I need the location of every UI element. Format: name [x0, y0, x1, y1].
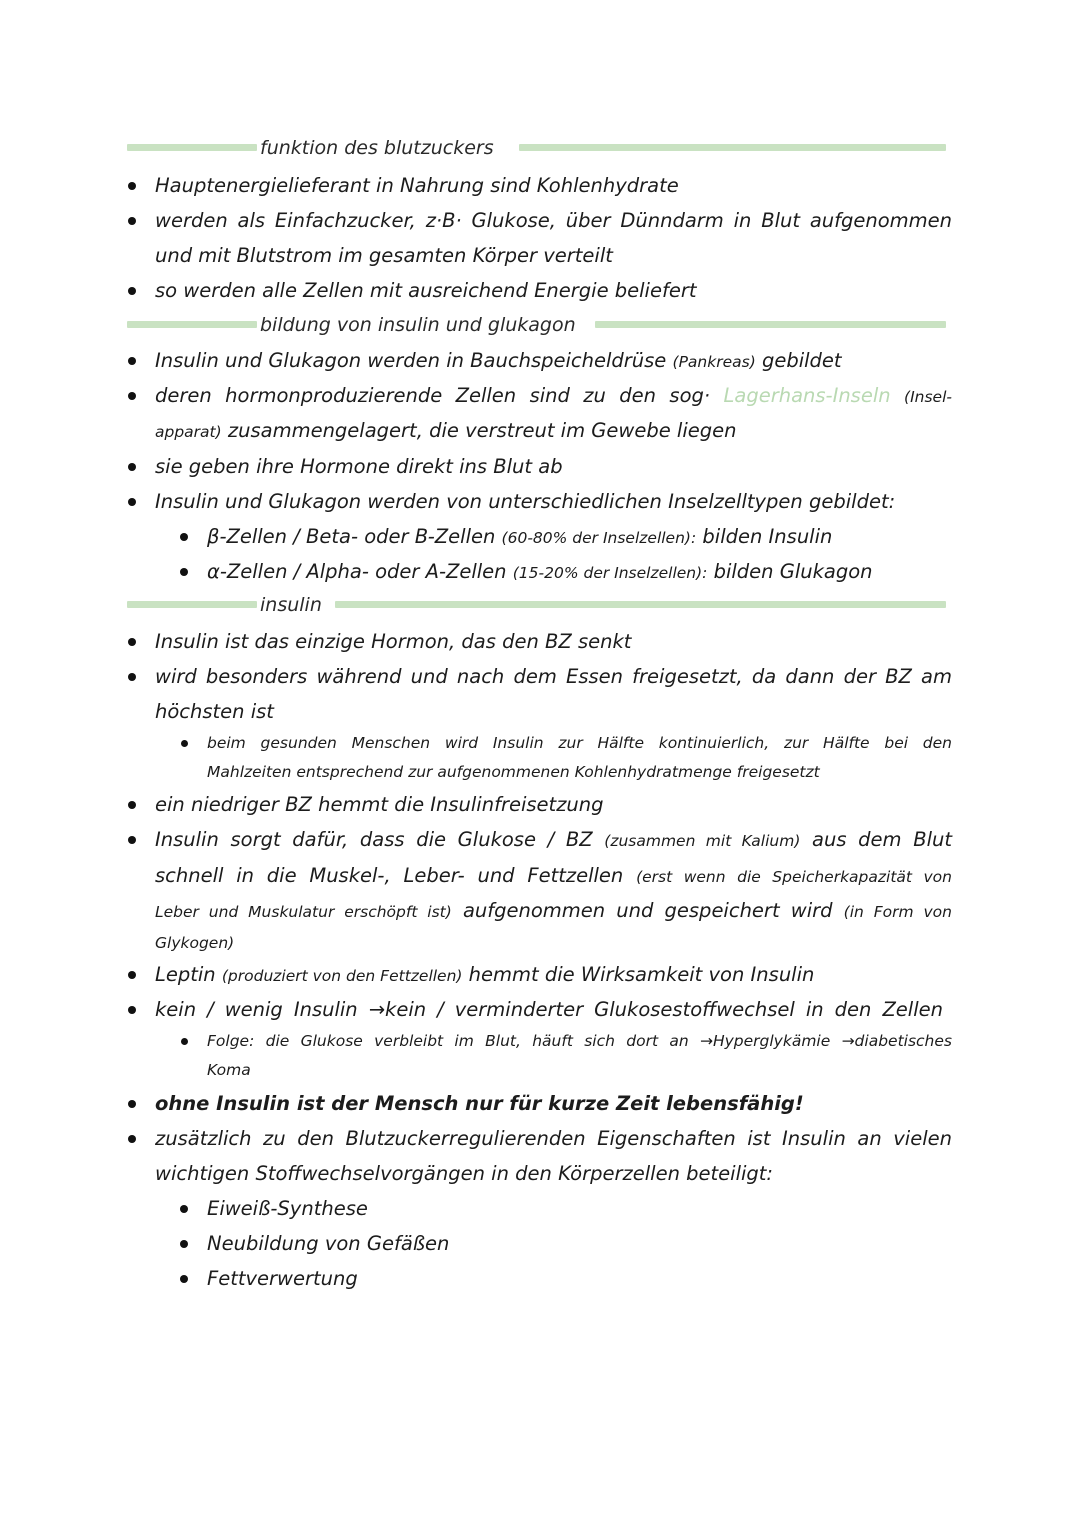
list-item-emphasis: ohne Insulin ist der Mensch nur für kurze Zeit lebensfähig!: [155, 1086, 804, 1121]
sub-list-item-continuation: Koma: [207, 1061, 251, 1079]
text-small: (in Form von: [843, 903, 952, 921]
list-item-continuation: und mit Blutstrom im gesamten Körper verteilt: [155, 244, 613, 267]
text: bilden Insulin: [702, 525, 833, 548]
text-small: (erst wenn die Speicherkapazität von: [636, 868, 952, 886]
section-header-funktion: [127, 136, 946, 160]
text-small: apparat): [155, 423, 222, 441]
text: hemmt die Wirksamkeit von Insulin: [468, 963, 815, 986]
sub-list-item-continuation: Mahlzeiten entsprechend zur aufgenommenen Kohlenhydratmenge freigesetzt: [207, 763, 820, 781]
text-small: (Pankreas): [672, 353, 756, 371]
text: schnell in die Muskel-, Leber- und Fettzellen: [155, 864, 624, 887]
header-bar-right: [519, 144, 946, 151]
text: Insulin sorgt dafür, dass die Glukose / BZ: [155, 828, 593, 851]
section-title: insulin: [260, 594, 322, 616]
list-item-continuation: höchsten ist: [155, 700, 274, 723]
sub-list-item: Fettverwertung: [207, 1261, 358, 1296]
text-small: Leber und Muskulatur erschöpft ist): [155, 903, 452, 921]
sub-list-item: Eiweiß-Synthese: [207, 1191, 368, 1226]
list-item: Insulin und Glukagon werden von unterschiedlichen Inselzelltypen gebildet:: [155, 484, 895, 519]
header-bar-right: [595, 321, 946, 328]
sub-list-item: [207, 519, 832, 556]
text: gebildet: [761, 349, 842, 372]
list-item: Hauptenergielieferant in Nahrung sind Kohlenhydrate: [155, 168, 679, 203]
section-title: bildung von insulin und glukagon: [260, 314, 576, 336]
list-item: sie geben ihre Hormone direkt ins Blut ab: [155, 449, 563, 484]
section-header-insulin: [127, 593, 946, 617]
text: Insulin und Glukagon werden in Bauchspeicheldrüse: [155, 349, 667, 372]
list-item: [155, 378, 952, 415]
list-item: kein / wenig Insulin →kein / verminderter Glukosestoffwechsel in den Zellen: [155, 992, 943, 1027]
list-item: Insulin ist das einzige Hormon, das den BZ senkt: [155, 624, 631, 659]
text: aufgenommen und gespeichert wird: [462, 899, 833, 922]
list-item-continuation: [155, 858, 952, 895]
text: deren hormonproduzierende Zellen sind zu den sog·: [155, 384, 711, 407]
text-small: (zusammen mit Kalium): [604, 832, 801, 850]
sub-list-item: Folge: die Glukose verbleibt im Blut, häuft sich dort an →Hyperglykämie →diabetisches: [207, 1026, 952, 1056]
list-item-continuation: wichtigen Stoffwechselvorgängen in den Körperzellen beteiligt:: [155, 1162, 774, 1185]
text-small: (15-20% der Inselzellen):: [512, 564, 708, 582]
sub-list-item: [207, 554, 873, 591]
text-small: (Insel-: [904, 388, 952, 406]
text-small: (60-80% der Inselzellen):: [501, 529, 697, 547]
list-item-continuation: [155, 924, 234, 961]
list-item: [155, 957, 814, 994]
text: bilden Glukagon: [713, 560, 873, 583]
list-item-continuation: [155, 893, 952, 930]
list-item: zusätzlich zu den Blutzuckerregulierenden Eigenschaften ist Insulin an vielen: [155, 1121, 952, 1156]
list-item: [155, 822, 952, 859]
section-title: funktion des blutzuckers: [260, 137, 494, 159]
text: zusammengelagert, die verstreut im Gewebe liegen: [227, 419, 737, 442]
list-item: wird besonders während und nach dem Essen freigesetzt, da dann der BZ am: [155, 659, 952, 694]
header-bar-right: [335, 601, 946, 608]
header-bar-left: [127, 601, 257, 608]
list-item: ein niedriger BZ hemmt die Insulinfreisetzung: [155, 787, 604, 822]
text: aus dem Blut: [812, 828, 953, 851]
highlight-term: Lagerhans-Inseln: [723, 384, 891, 407]
sub-list-item: Neubildung von Gefäßen: [207, 1226, 449, 1261]
text: Leptin: [155, 963, 216, 986]
text-small: (produziert von den Fettzellen): [221, 967, 463, 985]
text: α-Zellen / Alpha- oder A-Zellen: [207, 560, 507, 583]
sub-list-item: beim gesunden Menschen wird Insulin zur Hälfte kontinuierlich, zur Hälfte bei den: [207, 728, 952, 758]
header-bar-left: [127, 321, 257, 328]
list-item: werden als Einfachzucker, z·B· Glukose, über Dünndarm in Blut aufgenommen: [155, 203, 952, 238]
list-item: so werden alle Zellen mit ausreichend Energie beliefert: [155, 273, 697, 308]
section-header-bildung: [127, 313, 946, 337]
text-small: Glykogen): [155, 934, 235, 952]
list-item: [155, 343, 842, 380]
list-item-continuation: [155, 413, 736, 450]
header-bar-left: [127, 144, 257, 151]
text: β-Zellen / Beta- oder B-Zellen: [207, 525, 496, 548]
